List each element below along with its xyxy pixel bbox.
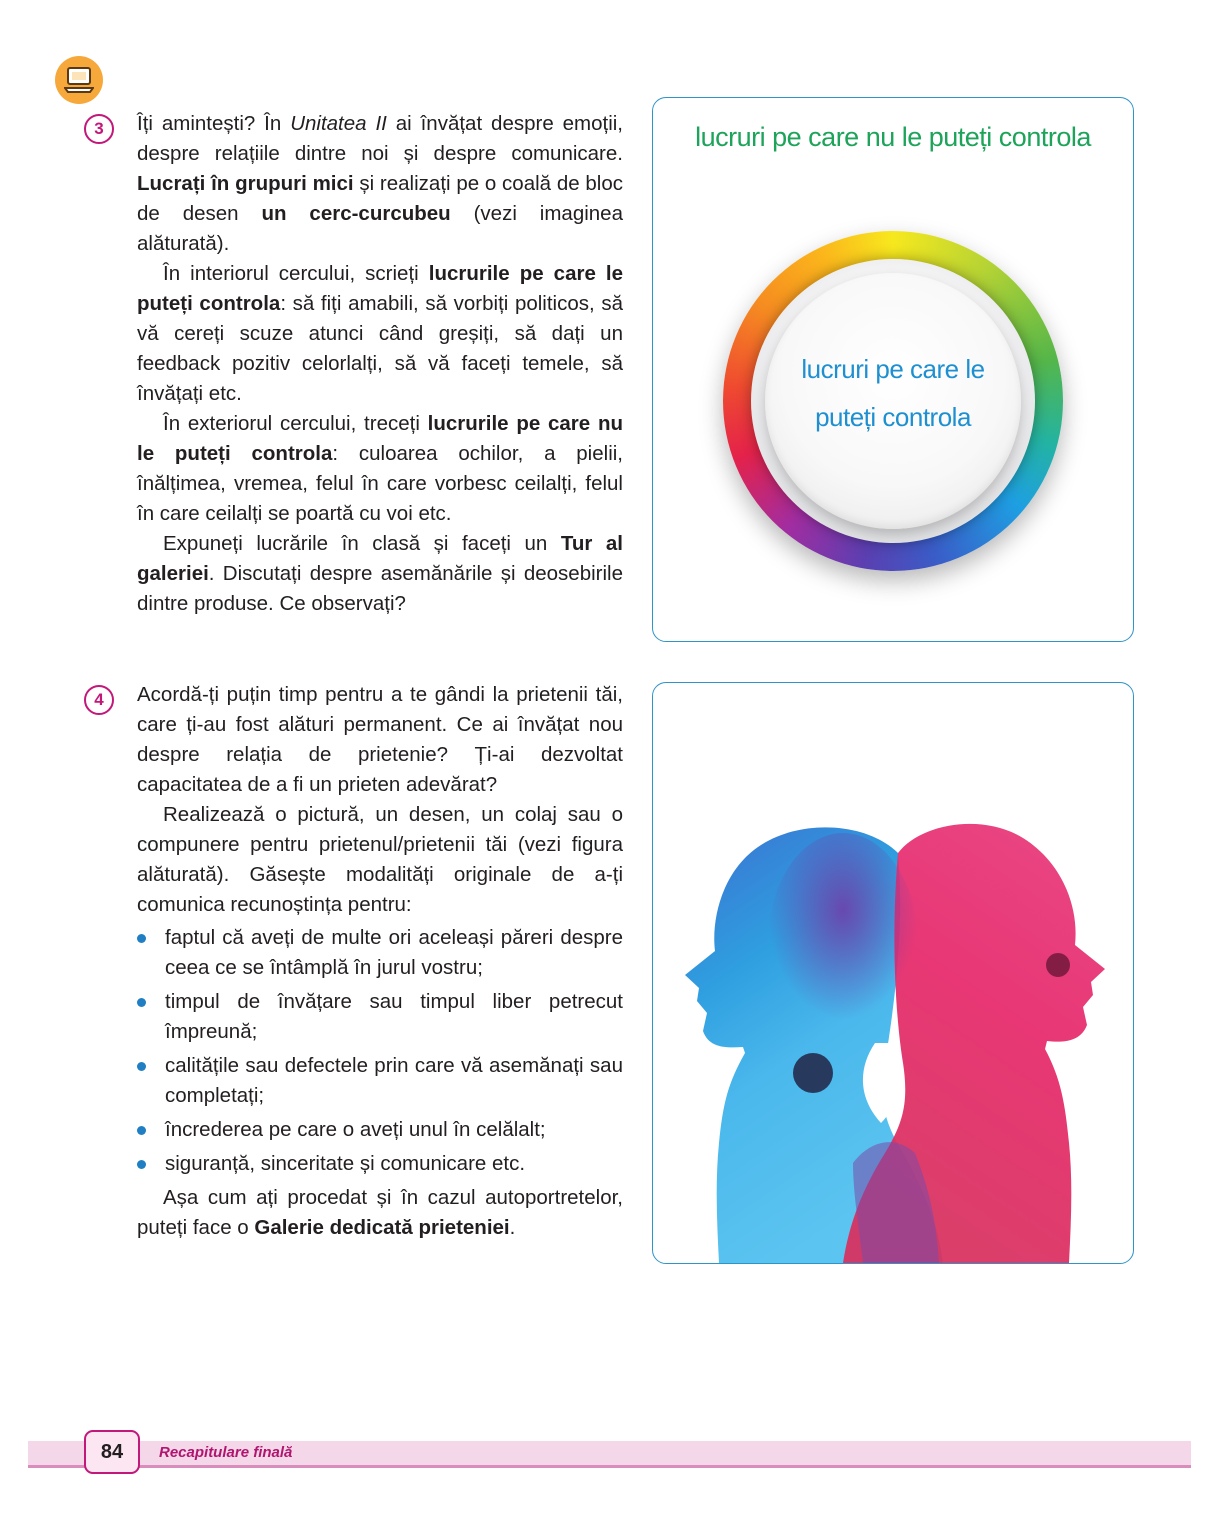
exercise-number-3: 3 <box>84 114 114 144</box>
exercise-4-text <box>137 680 623 1243</box>
exercise-3-paragraph-3: În exteriorul cercului, treceți lucrurile pe care nu le puteți controla: culoarea ochilor, a pielii, înălțimea, vremea, felul în care vorbesc ceilalți, felul în care ceilalți se poartă cu voi etc. <box>137 412 624 525</box>
exercise-4-paragraph-3: Așa cum ați procedat și în cazul autoportretelor, puteți face o Galerie dedicată prieteniei. <box>137 1186 623 1239</box>
computer-activity-icon <box>55 56 103 104</box>
gratitude-bullet-list <box>137 923 623 1179</box>
list-item: siguranță, sinceritate și comunicare etc. <box>137 1149 623 1179</box>
dark-blot <box>793 1053 833 1093</box>
inner-disc <box>765 273 1021 529</box>
rainbow-ring <box>723 231 1063 571</box>
ring-inner-bevel <box>751 259 1035 543</box>
exercise-3-paragraph-4: Expuneți lucrările în clasă și faceți un Tur al galeriei. Discutați despre asemănările și deosebirile dintre produse. Ce observați? <box>137 532 623 615</box>
list-item: calitățile sau defectele prin care vă asemănați sau completați; <box>137 1051 623 1111</box>
bullet-icon <box>137 998 146 1007</box>
exercise-number-4: 4 <box>84 685 114 715</box>
bullet-icon <box>137 1062 146 1071</box>
inner-label-line-1: lucruri pe care le <box>801 354 985 384</box>
bullet-icon <box>137 934 146 943</box>
section-title: Recapitulare finală <box>159 1444 293 1461</box>
rainbow-circle-figure <box>652 97 1134 642</box>
list-item: încrederea pe care o aveți unul în celălalt; <box>137 1115 623 1145</box>
bullet-icon <box>137 1160 146 1169</box>
exercise-3-text <box>137 109 623 619</box>
exercise-4-paragraph-1: Acordă-ți puțin timp pentru a te gândi la prietenii tăi, care ți-au fost alături permanent. Ce ai învățat nou despre relația de prietenie? Ți-ai dezvoltat capacitatea de a fi un prieten adevărat? <box>137 683 623 796</box>
exercise-3-paragraph-2: În interiorul cercului, scrieți lucrurile pe care le puteți controla: să fiți amabili, să vorbiți politicos, să vă cereți scuze atunci când greșiți, să dați un feedback pozitiv celorlalți, să vă faceți temele, să învățați etc. <box>137 262 624 405</box>
bullet-icon <box>137 1126 146 1135</box>
exercise-4-paragraph-2: Realizează o pictură, un desen, un colaj sau o compunere pentru prietenul/prietenii tăi (vezi figura alăturată). Găsește modalități originale de a-ți comunica recunoștința pentru: <box>137 803 623 916</box>
inner-label-line-2: puteți controla <box>815 402 971 432</box>
list-item: timpul de învățare sau timpul liber petrecut împreună; <box>137 987 623 1047</box>
dark-blot <box>1046 953 1070 977</box>
exercise-3-paragraph-1: Îți amintești? În Unitatea II ai învățat despre emoții, despre relațiile dintre noi și despre comunicare. Lucrați în grupuri mici și realizați pe o coală de bloc de desen un cerc-curcubeu (vezi imaginea alăturată). <box>137 112 624 255</box>
purple-overlap-wash <box>768 833 918 1053</box>
laptop-icon <box>64 66 94 94</box>
watercolor-heads-figure <box>652 682 1134 1264</box>
outer-circle-label: lucruri pe care nu le puteți controla <box>695 122 1091 152</box>
page-number: 84 <box>84 1430 140 1474</box>
list-item: faptul că aveți de multe ori aceleași păreri despre ceea ce se întâmplă în jurul vostru; <box>137 923 623 983</box>
two-heads-illustration <box>653 683 1133 1263</box>
inner-circle-label <box>785 345 1001 441</box>
